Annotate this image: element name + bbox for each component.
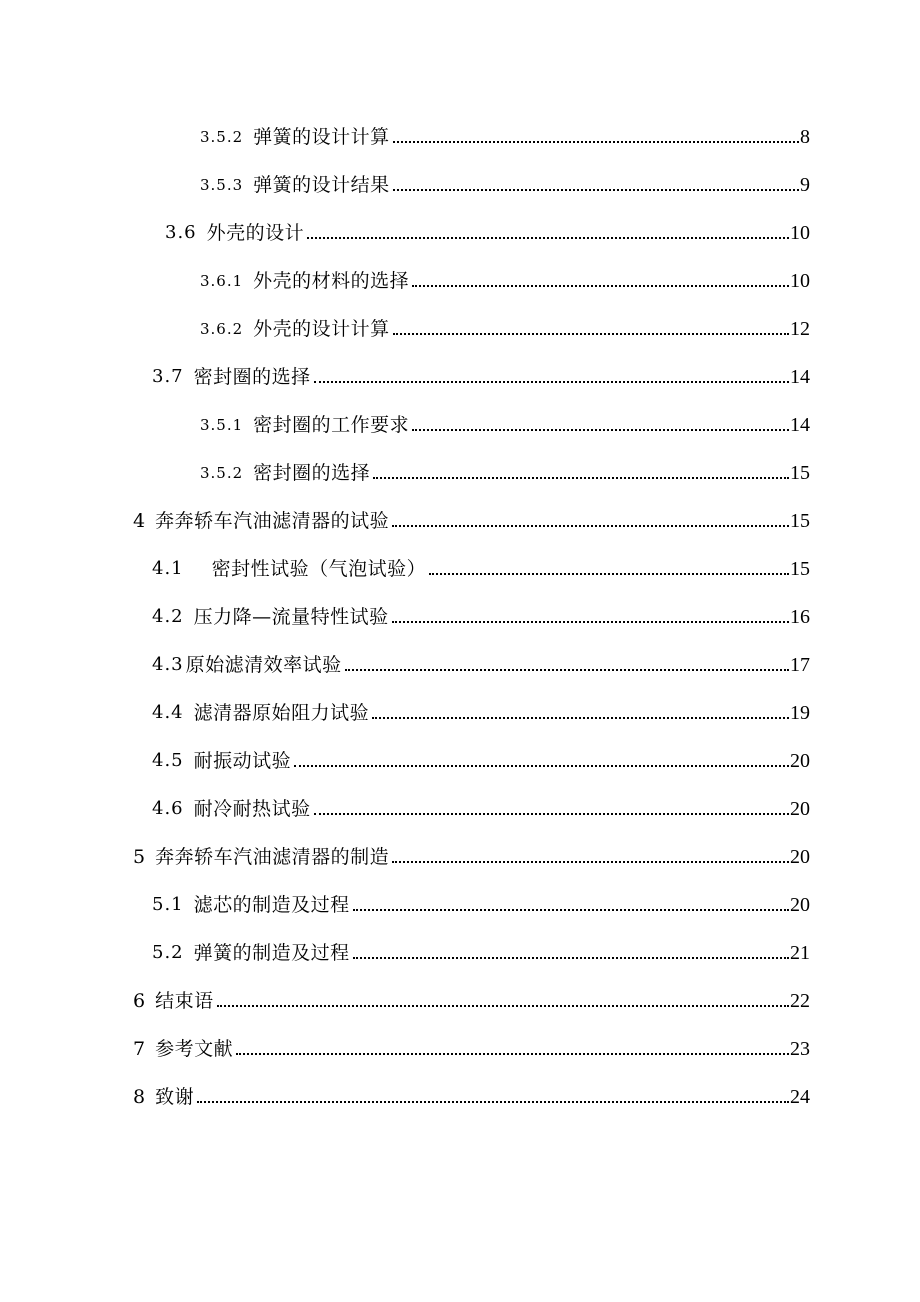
toc-leader-dots [412,429,789,431]
toc-number: 3.6 [165,222,197,243]
toc-entry[interactable] [152,790,810,820]
toc-page-number: 19 [790,702,810,724]
toc-page-number: 17 [790,654,810,676]
toc-number: 3.5.2 [200,128,244,146]
toc-number: 4.6 [152,798,184,819]
toc-title: 压力降—流量特性试验 [193,606,389,628]
toc-entry[interactable] [152,886,810,916]
toc-page-number: 15 [790,462,810,484]
toc-entry[interactable] [133,1078,810,1108]
toc-page-number: 20 [790,798,810,820]
toc-page-number: 10 [790,222,810,244]
toc-number: 3.5.3 [200,176,244,194]
toc-title: 参考文献 [155,1038,234,1060]
toc-entry[interactable] [152,646,810,676]
toc-page-number: 10 [790,270,810,292]
toc-title: 奔奔轿车汽油滤清器的制造 [155,846,390,868]
toc-leader-dots [412,285,789,287]
toc-leader-dots [353,957,789,959]
toc-entry[interactable] [152,550,810,580]
toc-page-number: 14 [790,366,810,388]
toc-number: 3.5.2 [200,464,244,482]
toc-title: 外壳的设计 [206,222,305,244]
toc-leader-dots [429,573,789,575]
toc-title: 密封圈的工作要求 [253,414,410,436]
toc-entry[interactable] [200,454,810,484]
toc-page-number: 15 [790,558,810,580]
toc-entry[interactable] [200,166,810,196]
toc-leader-dots [197,1101,789,1103]
toc-number: 6 [133,990,146,1012]
toc-entry[interactable] [152,742,810,772]
toc-leader-dots [217,1005,789,1007]
toc-leader-dots [393,333,789,335]
toc-title: 致谢 [155,1086,195,1108]
toc-entry[interactable] [152,358,810,388]
toc-entry[interactable] [152,934,810,964]
toc-number: 8 [133,1086,146,1108]
toc-title: 弹簧的制造及过程 [193,942,350,964]
toc-title: 原始滤清效率试验 [185,654,342,676]
toc-entry[interactable] [152,694,810,724]
toc-leader-dots [236,1053,789,1055]
toc-page-number: 24 [790,1086,810,1108]
toc-number: 3.5.1 [200,416,244,434]
toc-title: 密封圈的选择 [253,462,371,484]
toc-entry[interactable] [133,982,810,1012]
toc-title: 弹簧的设计计算 [253,126,390,148]
toc-number: 3.6.2 [200,320,244,338]
toc-leader-dots [393,189,799,191]
toc-title: 外壳的材料的选择 [253,270,410,292]
toc-number: 5.1 [152,894,184,915]
toc-page-number: 16 [790,606,810,628]
toc-number: 5.2 [152,942,184,963]
toc-entry[interactable] [200,262,810,292]
toc-title: 弹簧的设计结果 [253,174,390,196]
toc-page-number: 20 [790,846,810,868]
toc-leader-dots [392,861,789,863]
toc-page-number: 8 [800,126,810,148]
toc-title: 密封圈的选择 [193,366,311,388]
toc-leader-dots [314,381,789,383]
toc-leader-dots [314,813,789,815]
toc-title: 结束语 [155,990,214,1012]
toc-number: 7 [133,1038,146,1060]
toc-number: 4.3 [152,654,184,675]
toc-entry[interactable] [133,1030,810,1060]
toc-entry[interactable] [200,118,810,148]
toc-number: 4.1 [152,558,184,579]
toc-entry[interactable] [133,502,810,532]
toc-page-number: 20 [790,750,810,772]
toc-entry[interactable] [200,310,810,340]
toc-title: 耐冷耐热试验 [193,798,311,820]
toc-number: 3.7 [152,366,184,387]
toc-leader-dots [307,237,789,239]
toc-page-number: 21 [790,942,810,964]
toc-number: 4.2 [152,606,184,627]
toc-leader-dots [372,717,789,719]
toc-title: 密封性试验（气泡试验） [211,558,427,580]
toc-number: 4.5 [152,750,184,771]
toc-leader-dots [392,525,789,527]
toc-leader-dots [294,765,789,767]
toc-number: 3.6.1 [200,272,244,290]
toc-leader-dots [345,669,789,671]
toc-title: 外壳的设计计算 [253,318,390,340]
toc-entry[interactable] [200,406,810,436]
toc-leader-dots [373,477,789,479]
toc-page-number: 22 [790,990,810,1012]
toc-entry[interactable] [165,214,810,244]
toc-number: 4 [133,510,146,532]
toc-leader-dots [392,621,789,623]
toc-leader-dots [393,141,799,143]
toc-leader-dots [353,909,789,911]
toc-entry[interactable] [152,598,810,628]
toc-page-number: 15 [790,510,810,532]
toc-entry[interactable] [133,838,810,868]
toc-title: 滤芯的制造及过程 [193,894,350,916]
toc-number: 5 [133,846,146,868]
toc-page-number: 14 [790,414,810,436]
toc-title: 滤清器原始阻力试验 [193,702,370,724]
toc-title: 奔奔轿车汽油滤清器的试验 [155,510,390,532]
toc-title: 耐振动试验 [193,750,292,772]
toc-page-number: 9 [800,174,810,196]
toc-number: 4.4 [152,702,184,723]
toc-page-number: 20 [790,894,810,916]
toc-page-number: 23 [790,1038,810,1060]
toc-page-number: 12 [790,318,810,340]
